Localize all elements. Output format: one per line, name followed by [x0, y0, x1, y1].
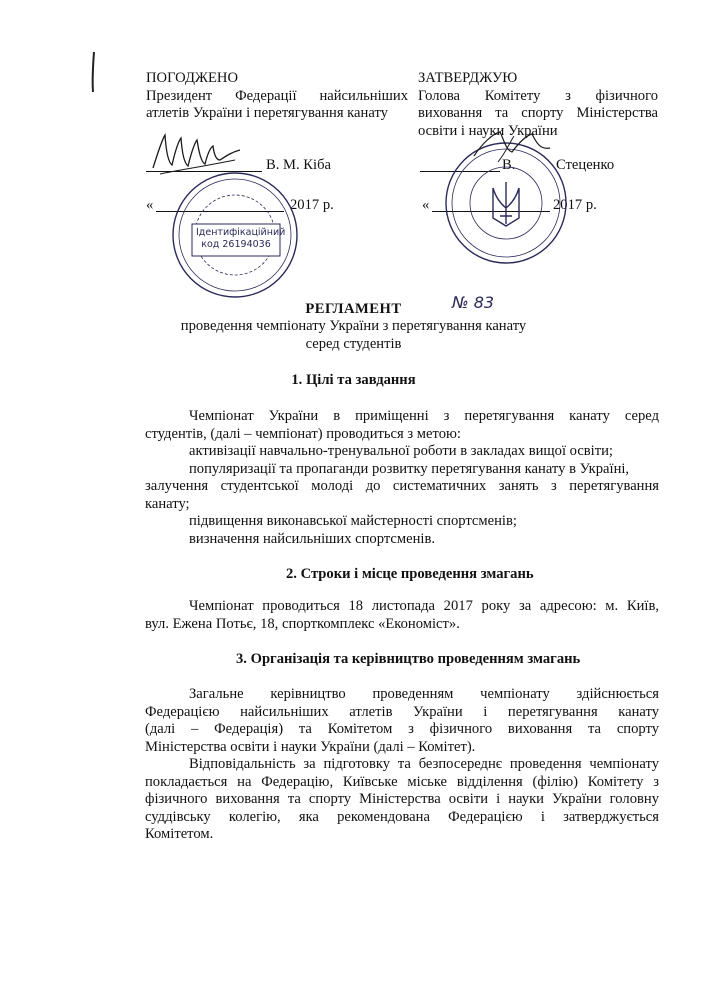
section1-goal-2-line3: канату; — [145, 495, 190, 512]
confirm-date-open: « — [422, 197, 430, 213]
approval-position-line1: Президент Федерації найсильніших — [146, 87, 408, 104]
document-title — [0, 301, 707, 319]
confirm-signatory: Стеценко — [556, 157, 615, 173]
stamp-left-label2: код 26194036 — [201, 239, 271, 250]
approval-date-year: 2017 р. — [290, 197, 334, 213]
section3-p2-line1: Відповідальність за підготовку та безпосереднє проведення чемпіонату — [189, 756, 659, 772]
section3-p2-line4: суддівську колегію, яка рекомендована Федерацією і затверджується — [145, 808, 659, 825]
approval-block — [146, 70, 408, 123]
section3-p1-line2: Федерацією найсильніших атлетів України і перетягування канату — [145, 703, 659, 720]
subtitle-line1: проведення чемпіонату України з перетягування канату — [180, 318, 527, 334]
section1-goal-3: підвищення виконавської майстерності спортсменів; — [189, 513, 517, 529]
stamp-left-label1: Ідентифікаційний — [196, 227, 286, 238]
section3-p2-line2: покладається на Федерацію, Київське міське відділення (філію) Комітету з — [145, 773, 659, 790]
approval-signatory: В. М. Кіба — [266, 157, 331, 173]
approval-heading: ПОГОДЖЕНО — [146, 70, 238, 86]
section1-body — [145, 408, 659, 548]
section3-p1-line4: Міністерства освіти і науки України (далі – Комітет). — [145, 738, 476, 755]
section3-p2-line5: Комітетом. — [145, 826, 214, 842]
stamp-left-text — [196, 227, 286, 251]
document-subtitle — [0, 318, 707, 353]
section1-goal-1: активізації навчально-тренувальної роботи в закладах вищої освіти; — [189, 443, 613, 459]
subtitle-line2: серед студентів — [305, 335, 402, 352]
confirm-position-line1: Голова Комітету з фізичного — [418, 87, 658, 104]
section3-heading: 3. Організація та керівництво проведенням змагань — [236, 651, 581, 667]
document-title-text: РЕГЛАМЕНТ — [305, 301, 402, 317]
approval-position-line2: атлетів України і перетягування канату — [146, 105, 388, 121]
handwritten-number: № 83 — [452, 293, 495, 312]
section1-goal-4: визначення найсильніших спортсменів. — [189, 530, 435, 547]
section1-goal-2-line2: залучення студентської молоді до систематичних занять з перетягування — [145, 478, 659, 494]
signature-right-icon — [470, 122, 560, 167]
section1-p1-line2: студентів, (далі – чемпіонат) проводиться з метою: — [145, 425, 461, 442]
section1-goal-2-line1: популяризації та пропаганди розвитку перетягування канату в Україні, — [189, 460, 630, 477]
section2-heading: 2. Строки і місце проведення змагань — [286, 566, 534, 582]
pen-mark — [88, 50, 98, 95]
section1-p1-line1: Чемпіонат України в приміщенні з перетягування канату серед — [189, 408, 659, 424]
section1-heading: 1. Цілі та завдання — [291, 372, 416, 388]
confirm-signatory-initial: В. — [502, 157, 516, 173]
confirm-date-year: 2017 р. — [553, 197, 597, 213]
section2-p1-line2: вул. Ежена Потьє, 18, спорткомплекс «Економіст». — [145, 615, 460, 632]
section3-p1-line1: Загальне керівництво проведенням чемпіонату здійснюється — [189, 686, 659, 702]
section3-p1-line3: (далі – Федерація) та Комітетом з фізичного виховання та спорту — [145, 721, 659, 737]
confirm-position-line2: виховання та спорту Міністерства — [418, 105, 658, 121]
section3-body — [145, 686, 659, 844]
section2-body — [145, 598, 659, 633]
confirm-position-line3: освіти і науки України — [418, 122, 558, 139]
confirm-heading: ЗАТВЕРДЖУЮ — [418, 70, 518, 86]
approval-date-open: « — [146, 197, 154, 213]
section3-p2-line3: фізичного виховання та спорту Міністерства освіти і науки України головну — [145, 791, 659, 807]
section2-p1-line1: Чемпіонат проводиться 18 листопада 2017 року за адресою: м. Київ, — [189, 598, 659, 614]
